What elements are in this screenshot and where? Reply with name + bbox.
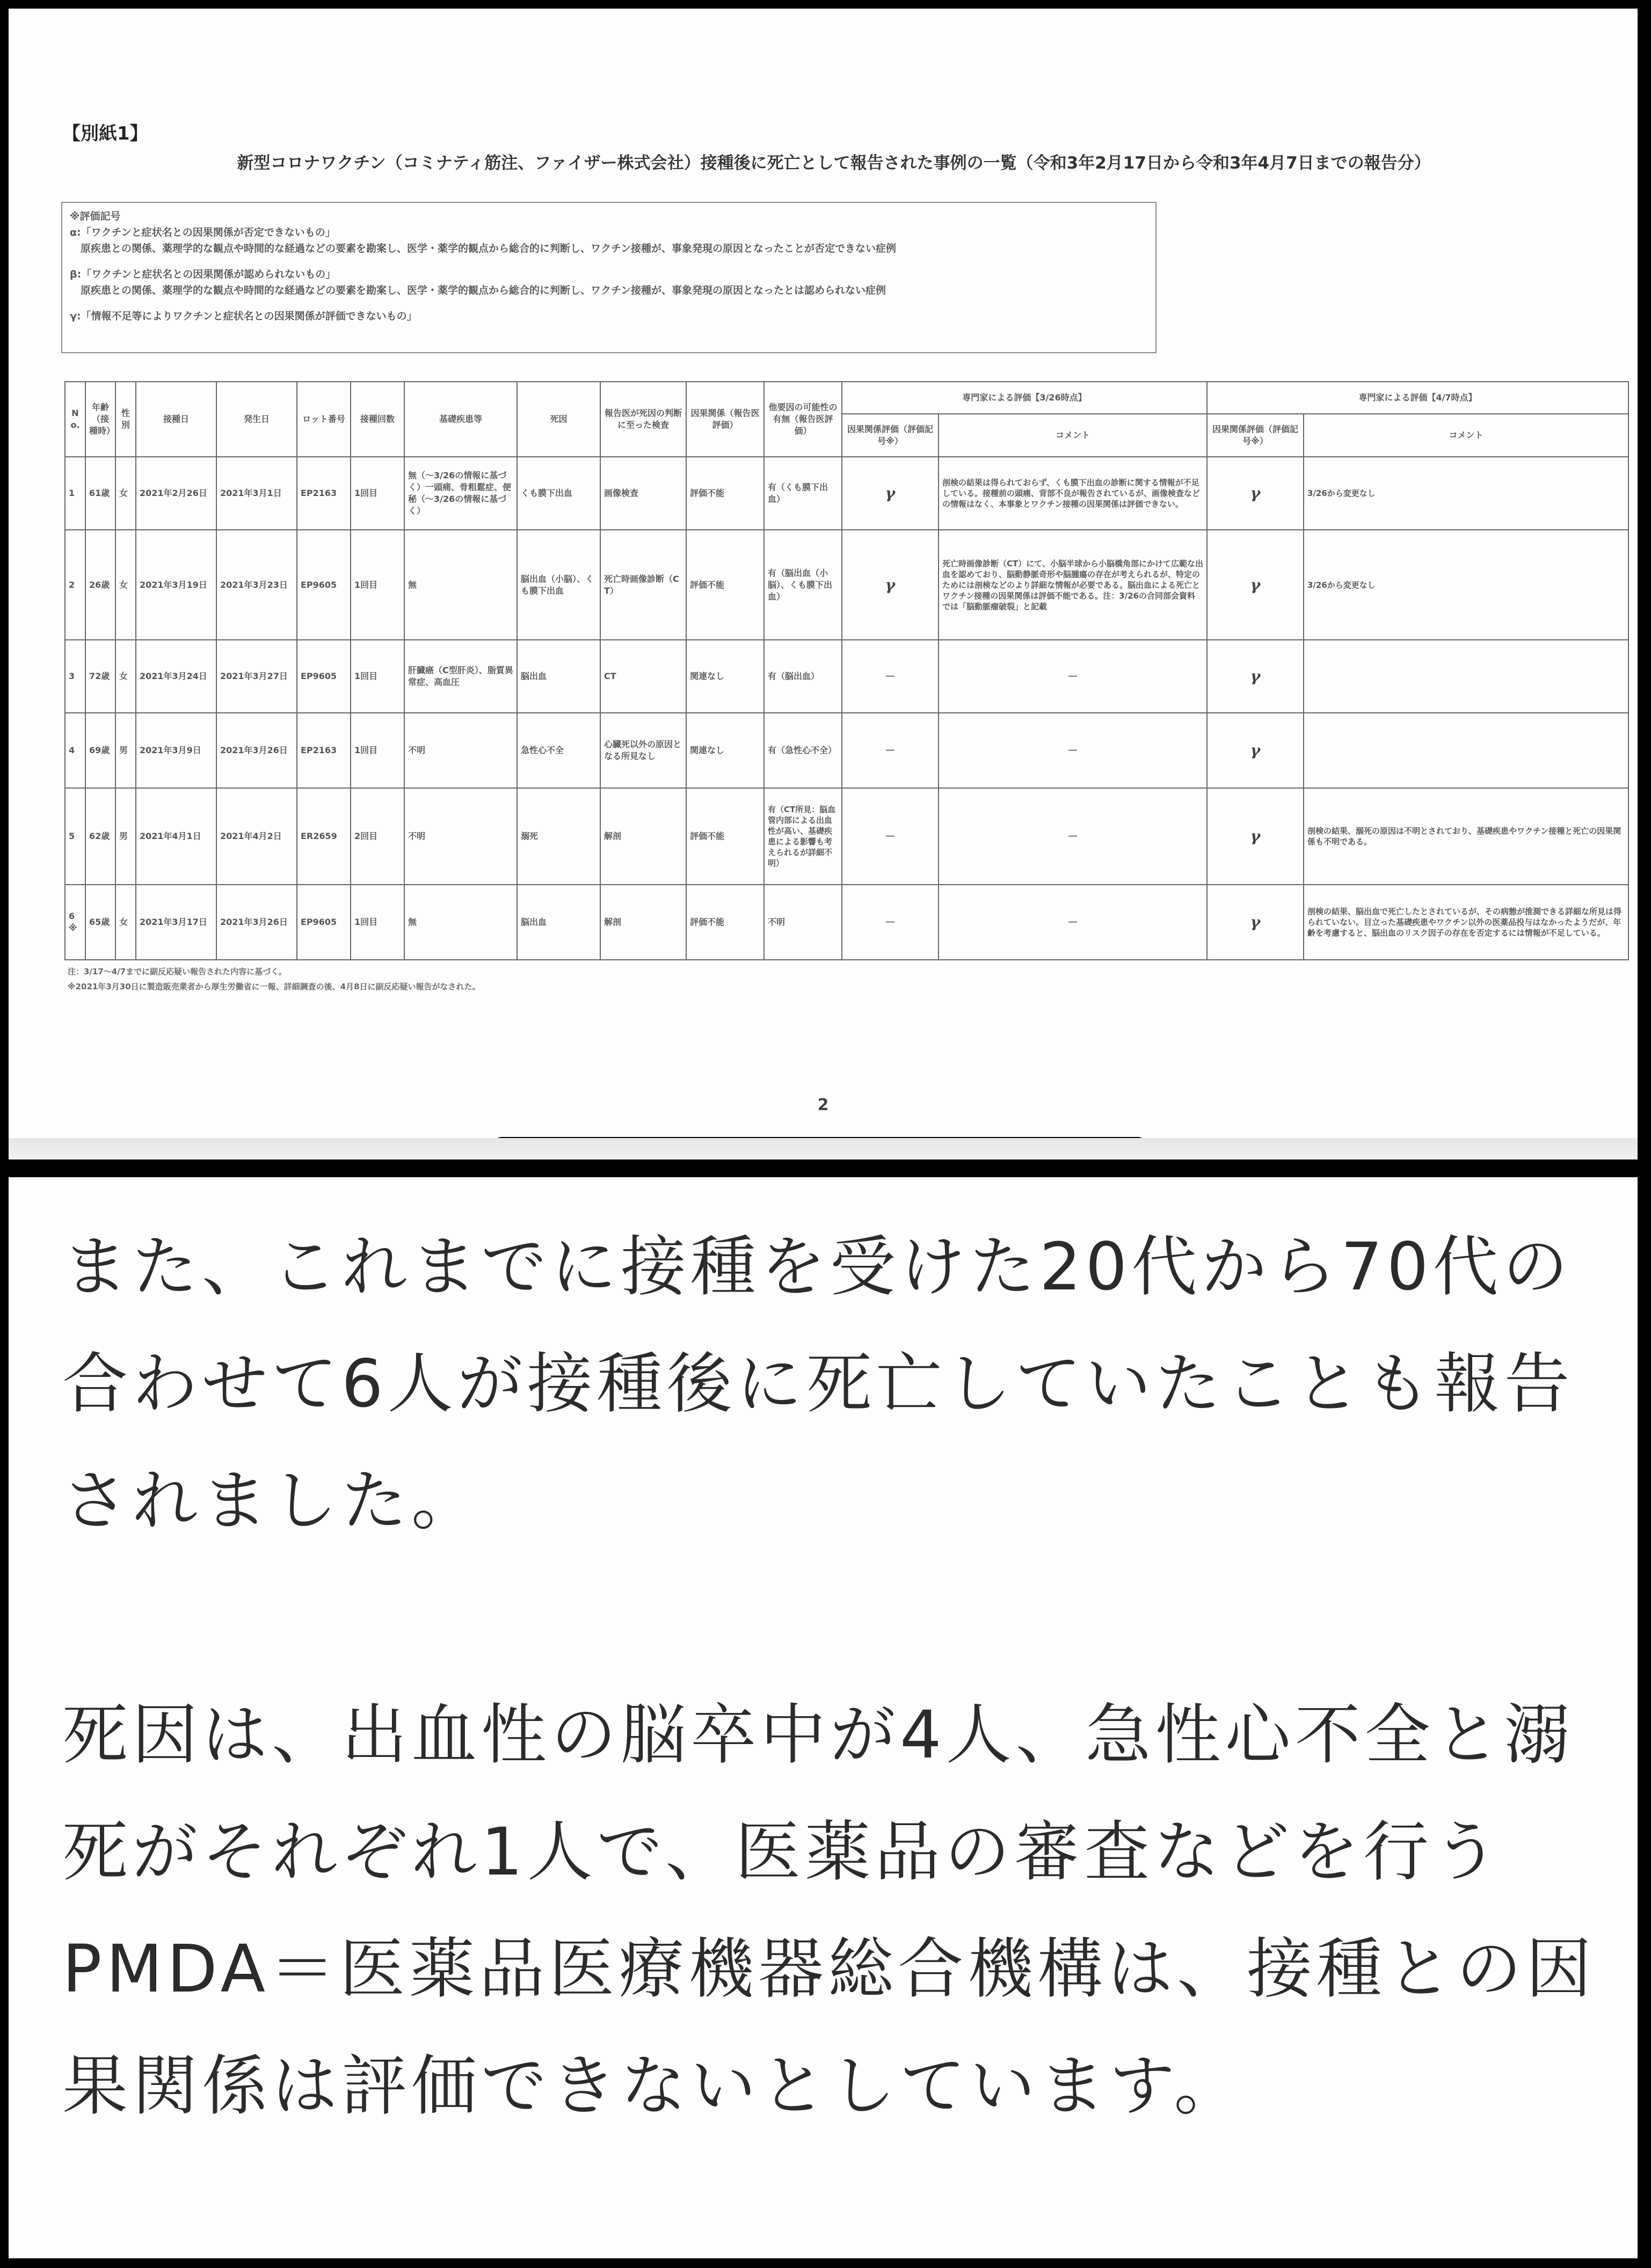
table-row	[65, 530, 1628, 640]
cell-underlying: 無	[404, 885, 517, 960]
cell-dose: 1回目	[351, 640, 404, 713]
cell-age: 62歳	[85, 788, 115, 885]
document-page	[9, 9, 1638, 1136]
table-footnotes	[68, 964, 481, 994]
cell-no: 6※	[65, 885, 85, 960]
cell-expert2-eval: γ	[1207, 530, 1304, 640]
cell-expert2-eval: γ	[1207, 457, 1304, 530]
page-number: 2	[817, 1096, 829, 1114]
death-cases-table	[64, 381, 1629, 960]
cell-cause: 脳出血	[517, 640, 600, 713]
header-cause: 死因	[517, 382, 600, 457]
cell-expert2-eval: γ	[1207, 885, 1304, 960]
cell-lot: EP9605	[297, 640, 351, 713]
cell-expert2-eval: γ	[1207, 640, 1304, 713]
header-no: No.	[65, 382, 85, 457]
cell-age: 26歳	[85, 530, 115, 640]
cell-onset-date: 2021年4月2日	[216, 788, 297, 885]
header-other-factor: 他要因の可能性の有無（報告医評価）	[764, 382, 842, 457]
cell-expert1-comment: －	[939, 885, 1207, 960]
header-expert-group-2: 専門家による評価【4/7時点】	[1207, 382, 1628, 414]
cell-evidence: 画像検査	[600, 457, 686, 530]
cell-vaccination-date: 2021年3月19日	[136, 530, 216, 640]
cell-evidence: CT	[600, 640, 686, 713]
header-vaccination-date: 接種日	[136, 382, 216, 457]
article-paragraph-1: また、これまでに接種を受けた20代から70代の合わせて6人が接種後に死亡していたことも報告されました。	[62, 1229, 1574, 1539]
header-sex: 性別	[115, 382, 136, 457]
cell-underlying: 不明	[404, 788, 517, 885]
cell-expert1-eval: γ	[842, 530, 939, 640]
cell-expert1-comment: －	[939, 713, 1207, 788]
cell-causality: 関連なし	[686, 713, 764, 788]
cell-lot: EP2163	[297, 713, 351, 788]
footnote-1: 注：3/17～4/7までに副反応疑い報告された内容に基づく。	[68, 967, 287, 976]
cell-age: 69歳	[85, 713, 115, 788]
table-row	[65, 788, 1628, 885]
cell-vaccination-date: 2021年3月9日	[136, 713, 216, 788]
cell-vaccination-date: 2021年3月17日	[136, 885, 216, 960]
cell-sex: 女	[115, 640, 136, 713]
cell-sex: 男	[115, 713, 136, 788]
cell-sex: 男	[115, 788, 136, 885]
evaluation-legend-box	[61, 202, 1157, 353]
legend-beta-title: β:「ワクチンと症状名との因果関係が認められないもの」	[70, 268, 336, 280]
cell-expert2-comment	[1304, 640, 1628, 713]
cell-expert1-comment: 剖検の結果は得られておらず、くも膜下出血の診断に関する情報が不足している。接種前の頭痛、背部不良が報告されているが、画像検査などの情報はなく、本事象とワクチン接種の因果関係は評価できない。	[939, 457, 1207, 530]
cell-other-factor: 有（急性心不全）	[764, 713, 842, 788]
cell-lot: EP9605	[297, 885, 351, 960]
cell-dose: 1回目	[351, 713, 404, 788]
cell-age: 61歳	[85, 457, 115, 530]
legend-alpha-title: α:「ワクチンと症状名との因果関係が否定できないもの」	[70, 227, 336, 238]
header-lot: ロット番号	[297, 382, 351, 457]
cell-no: 5	[65, 788, 85, 885]
cell-causality: 評価不能	[686, 788, 764, 885]
cell-no: 4	[65, 713, 85, 788]
cell-no: 2	[65, 530, 85, 640]
cell-onset-date: 2021年3月27日	[216, 640, 297, 713]
cell-expert1-eval: －	[842, 885, 939, 960]
footnote-2: ※2021年3月30日に製造販売業者から厚生労働省に一報、詳細調査の後、4月8日に副反応疑い報告がなされた。	[68, 982, 481, 991]
header-expert1-comment: コメント	[939, 414, 1207, 457]
cell-other-factor: 不明	[764, 885, 842, 960]
legend-heading: ※評価記号	[70, 210, 121, 222]
cell-causality: 評価不能	[686, 457, 764, 530]
header-expert2-eval: 因果関係評価（評価記号※）	[1207, 414, 1304, 457]
cell-expert2-comment: 剖検の結果、溺死の原因は不明とされており、基礎疾患やワクチン接種と死亡の因果関係も不明である。	[1304, 788, 1628, 885]
cell-dose: 2回目	[351, 788, 404, 885]
header-expert2-comment: コメント	[1304, 414, 1628, 457]
cell-age: 72歳	[85, 640, 115, 713]
cell-vaccination-date: 2021年4月1日	[136, 788, 216, 885]
cell-expert1-eval: －	[842, 788, 939, 885]
cell-sex: 女	[115, 457, 136, 530]
header-causality-reporter: 因果関係（報告医評価）	[686, 382, 764, 457]
table-row	[65, 640, 1628, 713]
cell-expert2-eval: γ	[1207, 713, 1304, 788]
cell-cause: 急性心不全	[517, 713, 600, 788]
table-row	[65, 457, 1628, 530]
legend-alpha-desc: 原疾患との関係、薬理学的な観点や時間的な経過などの要素を勘案し、医学・薬学的観点から総合的に判断し、ワクチン接種が、事象発現の原因となったことが否定できない症例	[81, 243, 897, 254]
cell-cause: 脳出血	[517, 885, 600, 960]
cell-expert2-comment	[1304, 713, 1628, 788]
cell-expert1-comment: －	[939, 640, 1207, 713]
article-text-panel	[9, 1177, 1638, 2258]
cell-other-factor: 有（CT所見：脳血管内部による出血性が高い、基礎疾患による影響も考えられるが詳細不明）	[764, 788, 842, 885]
header-dose: 接種回数	[351, 382, 404, 457]
cell-cause: 溺死	[517, 788, 600, 885]
cell-cause: くも膜下出血	[517, 457, 600, 530]
cell-underlying: 肝臓癌（C型肝炎）、脂質異常症、高血圧	[404, 640, 517, 713]
panel-bottom-shade	[9, 1138, 1638, 1159]
cell-expert2-eval: γ	[1207, 788, 1304, 885]
cell-causality: 評価不能	[686, 885, 764, 960]
cell-sex: 女	[115, 530, 136, 640]
document-title: 新型コロナワクチン（コミナティ筋注、ファイザー株式会社）接種後に死亡として報告された事例の一覧（令和3年2月17日から令和3年4月7日までの報告分）	[237, 154, 1431, 173]
cell-expert1-comment: 死亡時画像診断（CT）にて、小脳半球から小脳橋角部にかけて広範な出血を認めており、脳動静脈奇形や脳腫瘍の存在が考えられるが、特定のためには剖検などのより詳細な情報が必要である。脳出血による死亡とワクチン接種の因果関係は評価不能である。注：3/26の合同部会資料では「脳動脈瘤破裂」と記載	[939, 530, 1207, 640]
cell-expert2-comment: 3/26から変更なし	[1304, 530, 1628, 640]
cell-no: 3	[65, 640, 85, 713]
header-age: 年齢（接種時）	[85, 382, 115, 457]
table-row	[65, 713, 1628, 788]
cell-onset-date: 2021年3月26日	[216, 885, 297, 960]
document-screenshot-panel	[9, 9, 1638, 1159]
cell-vaccination-date: 2021年3月24日	[136, 640, 216, 713]
cell-evidence: 解剖	[600, 885, 686, 960]
cell-expert1-eval: －	[842, 713, 939, 788]
cell-expert2-comment: 3/26から変更なし	[1304, 457, 1628, 530]
cell-onset-date: 2021年3月26日	[216, 713, 297, 788]
cell-age: 65歳	[85, 885, 115, 960]
cell-underlying: 無（～3/26の情報に基づく）一頭痛、骨粗鬆症、便秘（～3/26の情報に基づく）	[404, 457, 517, 530]
header-underlying: 基礎疾患等	[404, 382, 517, 457]
cell-other-factor: 有（くも膜下出血）	[764, 457, 842, 530]
legend-beta-desc: 原疾患との関係、薬理学的な観点や時間的な経過などの要素を勘案し、医学・薬学的観点から総合的に判断し、ワクチン接種が、事象発現の原因となったとは認められない症例	[81, 285, 886, 296]
legend-gamma-title: γ:「情報不足等によりワクチンと症状名との因果関係が評価できないもの」	[70, 310, 417, 322]
cell-dose: 1回目	[351, 530, 404, 640]
cell-dose: 1回目	[351, 885, 404, 960]
cell-lot: EP9605	[297, 530, 351, 640]
cell-dose: 1回目	[351, 457, 404, 530]
attachment-label: 【別紙1】	[62, 123, 148, 144]
cell-causality: 関連なし	[686, 640, 764, 713]
cell-expert1-eval: γ	[842, 457, 939, 530]
cell-underlying: 無	[404, 530, 517, 640]
cell-no: 1	[65, 457, 85, 530]
cell-causality: 評価不能	[686, 530, 764, 640]
header-expert1-eval: 因果関係評価（評価記号※）	[842, 414, 939, 457]
cell-lot: EP2163	[297, 457, 351, 530]
table-row	[65, 885, 1628, 960]
cell-expert1-comment: －	[939, 788, 1207, 885]
cell-onset-date: 2021年3月1日	[216, 457, 297, 530]
cell-onset-date: 2021年3月23日	[216, 530, 297, 640]
cell-expert2-comment: 剖検の結果、脳出血で死亡したとされているが、その病態が推測できる詳細な所見は得られていない。目立った基礎疾患やワクチン以外の医薬品投与はなかったようだが、年齢を考慮すると、脳出血のリスク因子の存在を否定するには情報が不足している。	[1304, 885, 1628, 960]
cell-other-factor: 有（脳出血（小脳）、くも膜下出血）	[764, 530, 842, 640]
header-onset-date: 発生日	[216, 382, 297, 457]
header-expert-group-1: 専門家による評価【3/26時点】	[842, 382, 1207, 414]
article-body	[62, 1208, 1609, 2145]
cell-evidence: 死亡時画像診断（CT）	[600, 530, 686, 640]
cell-sex: 女	[115, 885, 136, 960]
article-paragraph-2: 死因は、出血性の脳卒中が4人、急性心不全と溺死がそれぞれ1人で、医薬品の審査などを行うPMDA＝医薬品医療機器総合機構は、接種との因果関係は評価できないとしています。	[62, 1697, 1596, 2124]
cell-lot: ER2659	[297, 788, 351, 885]
cell-other-factor: 有（脳出血）	[764, 640, 842, 713]
cell-expert1-eval: －	[842, 640, 939, 713]
cell-vaccination-date: 2021年2月26日	[136, 457, 216, 530]
header-evidence: 報告医が死因の判断に至った検査	[600, 382, 686, 457]
cell-evidence: 心臓死以外の原因となる所見なし	[600, 713, 686, 788]
cell-evidence: 解剖	[600, 788, 686, 885]
cell-cause: 脳出血（小脳）、くも膜下出血	[517, 530, 600, 640]
cell-underlying: 不明	[404, 713, 517, 788]
